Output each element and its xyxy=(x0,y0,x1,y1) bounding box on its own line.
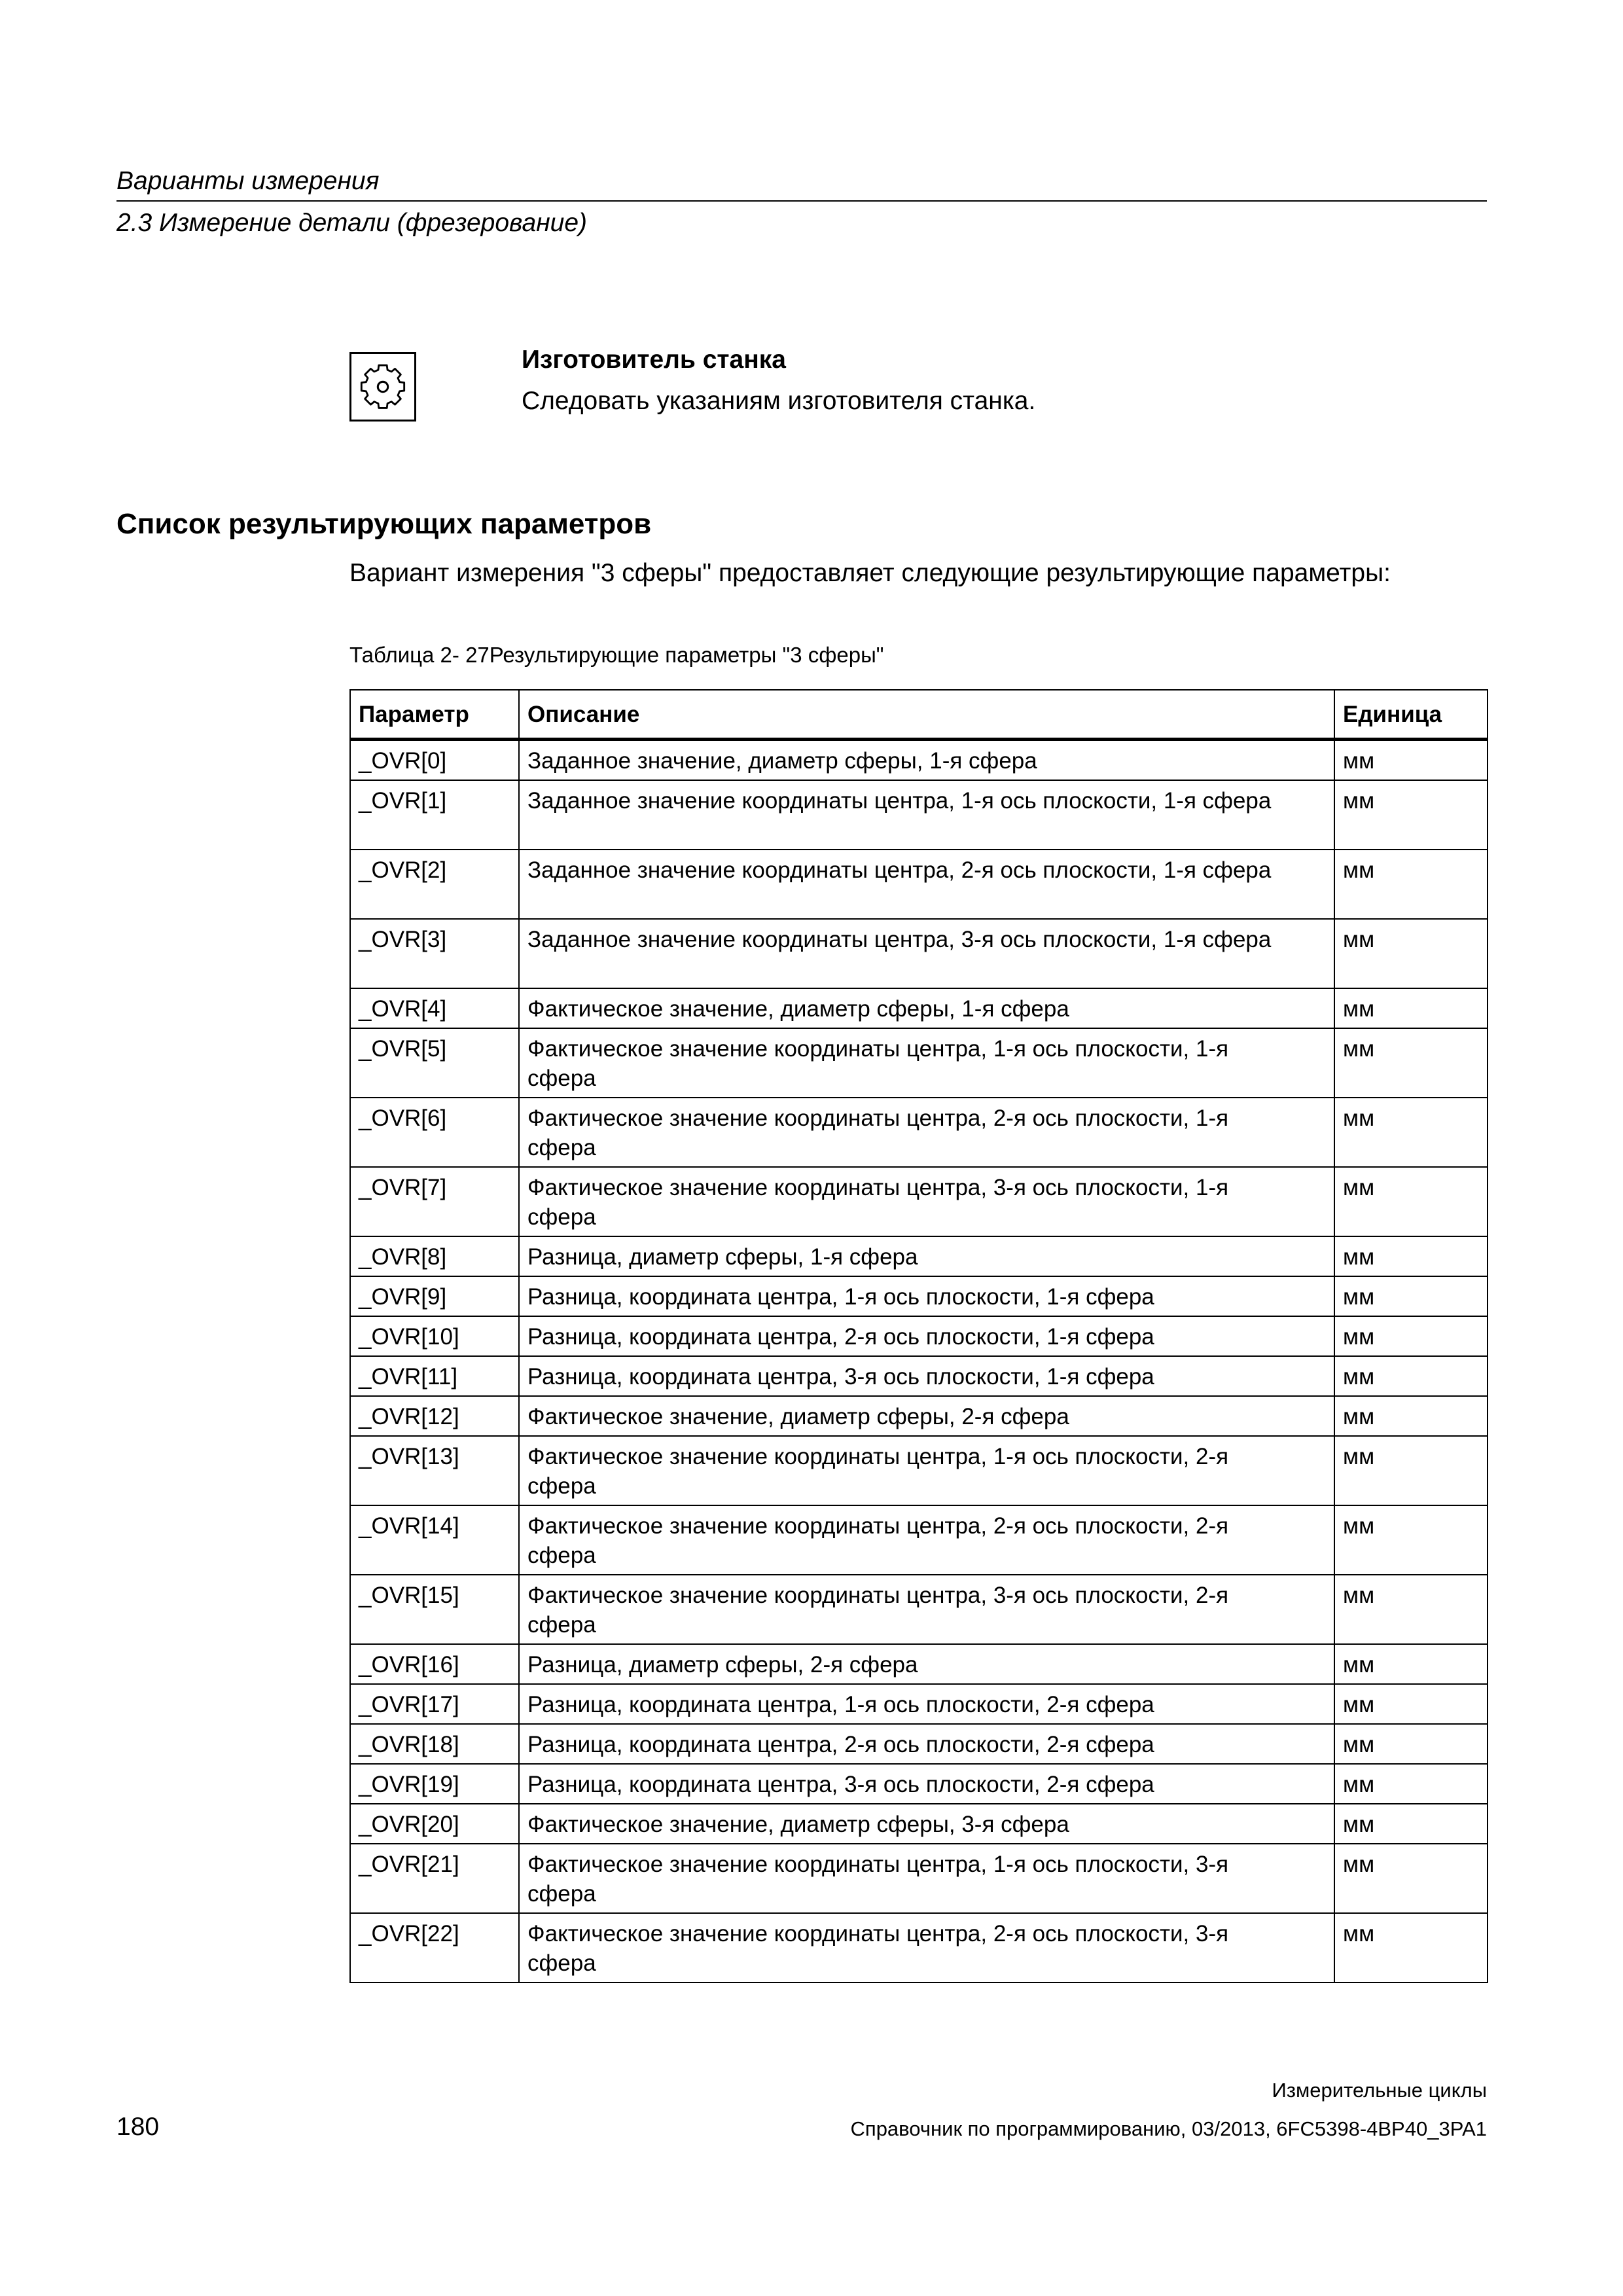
description-cell: Фактическое значение координаты центра, 2-я ось плоскости, 3-я сфера xyxy=(519,1913,1334,1982)
param-cell: _OVR[22] xyxy=(350,1913,519,1982)
param-cell: _OVR[2] xyxy=(350,850,519,919)
description-cell: Разница, диаметр сферы, 1-я сфера xyxy=(519,1236,1334,1276)
param-cell: _OVR[19] xyxy=(350,1764,519,1804)
unit-cell: мм xyxy=(1334,1684,1488,1724)
description-cell: Разница, координата центра, 3-я ось плоскости, 2-я сфера xyxy=(519,1764,1334,1804)
param-cell: _OVR[7] xyxy=(350,1167,519,1236)
unit-cell: мм xyxy=(1334,988,1488,1028)
table-row xyxy=(350,1575,1488,1644)
unit-cell: мм xyxy=(1334,1724,1488,1764)
description-cell: Фактическое значение координаты центра, 2-я ось плоскости, 2-я сфера xyxy=(519,1505,1334,1575)
param-cell: _OVR[17] xyxy=(350,1684,519,1724)
param-cell: _OVR[15] xyxy=(350,1575,519,1644)
description-cell: Фактическое значение координаты центра, 3-я ось плоскости, 2-я сфера xyxy=(519,1575,1334,1644)
table-row xyxy=(350,1316,1488,1356)
unit-cell: мм xyxy=(1334,1575,1488,1644)
unit-cell: мм xyxy=(1334,1436,1488,1505)
table-header-row xyxy=(350,690,1488,740)
param-cell: _OVR[4] xyxy=(350,988,519,1028)
table-row xyxy=(350,988,1488,1028)
table-row xyxy=(350,1098,1488,1167)
gear-icon xyxy=(349,352,416,422)
description-cell: Заданное значение координаты центра, 3-я ось плоскости, 1-я сфера xyxy=(519,919,1334,988)
description-cell: Фактическое значение координаты центра, 2-я ось плоскости, 1-я сфера xyxy=(519,1098,1334,1167)
table-row xyxy=(350,1764,1488,1804)
param-cell: _OVR[9] xyxy=(350,1276,519,1316)
table-row xyxy=(350,1505,1488,1575)
table-row xyxy=(350,1276,1488,1316)
column-header-description: Описание xyxy=(519,690,1334,740)
unit-cell: мм xyxy=(1334,850,1488,919)
unit-cell: мм xyxy=(1334,1913,1488,1982)
unit-cell: мм xyxy=(1334,1316,1488,1356)
description-cell: Разница, диаметр сферы, 2-я сфера xyxy=(519,1644,1334,1684)
page-number: 180 xyxy=(116,2113,160,2141)
section-heading: Список результирующих параметров xyxy=(116,508,652,540)
table-row xyxy=(350,1724,1488,1764)
table-row xyxy=(350,740,1488,781)
description-cell: Фактическое значение, диаметр сферы, 1-я сфера xyxy=(519,988,1334,1028)
unit-cell: мм xyxy=(1334,1764,1488,1804)
table-row xyxy=(350,1396,1488,1436)
unit-cell: мм xyxy=(1334,1644,1488,1684)
description-cell: Фактическое значение координаты центра, 1-я ось плоскости, 3-я сфера xyxy=(519,1844,1334,1913)
param-cell: _OVR[12] xyxy=(350,1396,519,1436)
param-cell: _OVR[8] xyxy=(350,1236,519,1276)
unit-cell: мм xyxy=(1334,1804,1488,1844)
param-cell: _OVR[6] xyxy=(350,1098,519,1167)
param-cell: _OVR[1] xyxy=(350,780,519,850)
param-cell: _OVR[13] xyxy=(350,1436,519,1505)
running-header-section: 2.3 Измерение детали (фрезерование) xyxy=(116,209,588,237)
table-row xyxy=(350,780,1488,850)
table-row xyxy=(350,1028,1488,1098)
unit-cell: мм xyxy=(1334,919,1488,988)
unit-cell: мм xyxy=(1334,1098,1488,1167)
running-header-chapter: Варианты измерения xyxy=(116,167,380,195)
param-cell: _OVR[18] xyxy=(350,1724,519,1764)
description-cell: Разница, координата центра, 3-я ось плоскости, 1-я сфера xyxy=(519,1356,1334,1396)
description-cell: Фактическое значение координаты центра, 3-я ось плоскости, 1-я сфера xyxy=(519,1167,1334,1236)
param-cell: _OVR[16] xyxy=(350,1644,519,1684)
description-cell: Заданное значение координаты центра, 2-я ось плоскости, 1-я сфера xyxy=(519,850,1334,919)
footer-book-title: Измерительные циклы xyxy=(1272,2079,1487,2102)
table-row xyxy=(350,1236,1488,1276)
column-header-parameter: Параметр xyxy=(350,690,519,740)
param-cell: _OVR[14] xyxy=(350,1505,519,1575)
intro-paragraph: Вариант измерения "3 сферы" предоставляет следующие результирующие параметры: xyxy=(349,559,1391,587)
param-cell: _OVR[11] xyxy=(350,1356,519,1396)
unit-cell: мм xyxy=(1334,1276,1488,1316)
description-cell: Разница, координата центра, 1-я ось плоскости, 2-я сфера xyxy=(519,1684,1334,1724)
description-cell: Фактическое значение координаты центра, 1-я ось плоскости, 2-я сфера xyxy=(519,1436,1334,1505)
description-cell: Фактическое значение, диаметр сферы, 2-я сфера xyxy=(519,1396,1334,1436)
table-row xyxy=(350,1436,1488,1505)
column-header-unit: Единица xyxy=(1334,690,1488,740)
table-row xyxy=(350,1684,1488,1724)
table-row xyxy=(350,919,1488,988)
unit-cell: мм xyxy=(1334,1356,1488,1396)
description-cell: Фактическое значение координаты центра, 1-я ось плоскости, 1-я сфера xyxy=(519,1028,1334,1098)
unit-cell: мм xyxy=(1334,1028,1488,1098)
param-cell: _OVR[20] xyxy=(350,1804,519,1844)
table-row xyxy=(350,1356,1488,1396)
description-cell: Заданное значение, диаметр сферы, 1-я сфера xyxy=(519,740,1334,781)
param-cell: _OVR[21] xyxy=(350,1844,519,1913)
table-row xyxy=(350,850,1488,919)
description-cell: Заданное значение координаты центра, 1-я ось плоскости, 1-я сфера xyxy=(519,780,1334,850)
unit-cell: мм xyxy=(1334,1505,1488,1575)
result-parameters-table xyxy=(349,689,1488,1983)
unit-cell: мм xyxy=(1334,1844,1488,1913)
unit-cell: мм xyxy=(1334,780,1488,850)
unit-cell: мм xyxy=(1334,1167,1488,1236)
description-cell: Разница, координата центра, 2-я ось плоскости, 1-я сфера xyxy=(519,1316,1334,1356)
table-caption: Таблица 2- 27Результирующие параметры "3 сферы" xyxy=(349,643,884,667)
unit-cell: мм xyxy=(1334,740,1488,781)
table-row xyxy=(350,1844,1488,1913)
unit-cell: мм xyxy=(1334,1396,1488,1436)
unit-cell: мм xyxy=(1334,1236,1488,1276)
header-rule xyxy=(116,200,1487,202)
param-cell: _OVR[0] xyxy=(350,740,519,781)
description-cell: Разница, координата центра, 2-я ось плоскости, 2-я сфера xyxy=(519,1724,1334,1764)
param-cell: _OVR[5] xyxy=(350,1028,519,1098)
note-title: Изготовитель станка xyxy=(522,346,786,374)
table-row xyxy=(350,1804,1488,1844)
table-row xyxy=(350,1644,1488,1684)
description-cell: Разница, координата центра, 1-я ось плоскости, 1-я сфера xyxy=(519,1276,1334,1316)
note-text: Следовать указаниям изготовителя станка. xyxy=(522,387,1036,415)
param-cell: _OVR[3] xyxy=(350,919,519,988)
table-row xyxy=(350,1913,1488,1982)
description-cell: Фактическое значение, диаметр сферы, 3-я сфера xyxy=(519,1804,1334,1844)
table-row xyxy=(350,1167,1488,1236)
param-cell: _OVR[10] xyxy=(350,1316,519,1356)
footer-reference: Справочник по программированию, 03/2013, 6FC5398-4BP40_3PA1 xyxy=(850,2117,1487,2140)
